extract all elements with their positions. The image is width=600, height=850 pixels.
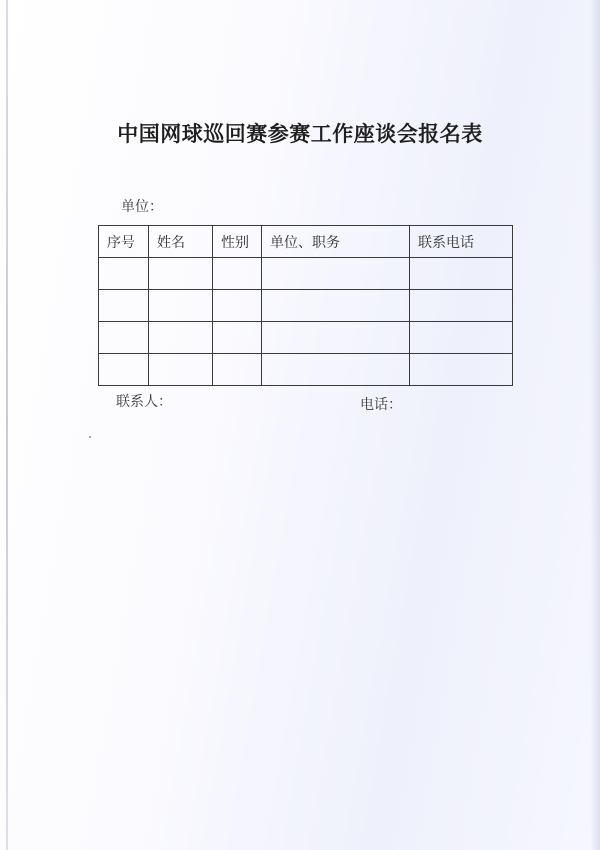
table-cell: [99, 290, 149, 322]
column-header-gender: 性别: [213, 226, 262, 258]
table-cell: [99, 322, 149, 354]
table-cell: [410, 258, 513, 290]
column-header-unit-position: 单位、职务: [262, 226, 410, 258]
table-cell: [213, 258, 262, 290]
table-cell: [262, 354, 410, 386]
table-cell: [410, 354, 513, 386]
phone-label: 电话：: [360, 397, 402, 413]
table-cell: [213, 322, 262, 354]
table-cell: [149, 290, 213, 322]
table-row: [99, 354, 513, 386]
table-row: [99, 322, 513, 354]
table-cell: [262, 290, 410, 322]
contact-person-label: 联系人：: [116, 394, 172, 410]
column-header-phone: 联系电话: [410, 226, 513, 258]
column-header-name: 姓名: [149, 226, 213, 258]
table-row: [99, 258, 513, 290]
table-cell: [262, 322, 410, 354]
table-cell: [410, 322, 513, 354]
scan-speck: [89, 436, 91, 438]
registration-table: [98, 225, 513, 386]
table-cell: [213, 290, 262, 322]
column-header-number: 序号: [99, 226, 149, 258]
table-cell: [410, 290, 513, 322]
unit-label: 单位：: [121, 199, 163, 215]
table-cell: [99, 258, 149, 290]
table-row: [99, 290, 513, 322]
table-cell: [213, 354, 262, 386]
form-title: 中国网球巡回赛参赛工作座谈会报名表: [117, 121, 483, 146]
table-cell: [262, 258, 410, 290]
table-cell: [149, 258, 213, 290]
table-cell: [149, 322, 213, 354]
table-cell: [99, 354, 149, 386]
table-cell: [149, 354, 213, 386]
table-header-row: [99, 226, 513, 258]
